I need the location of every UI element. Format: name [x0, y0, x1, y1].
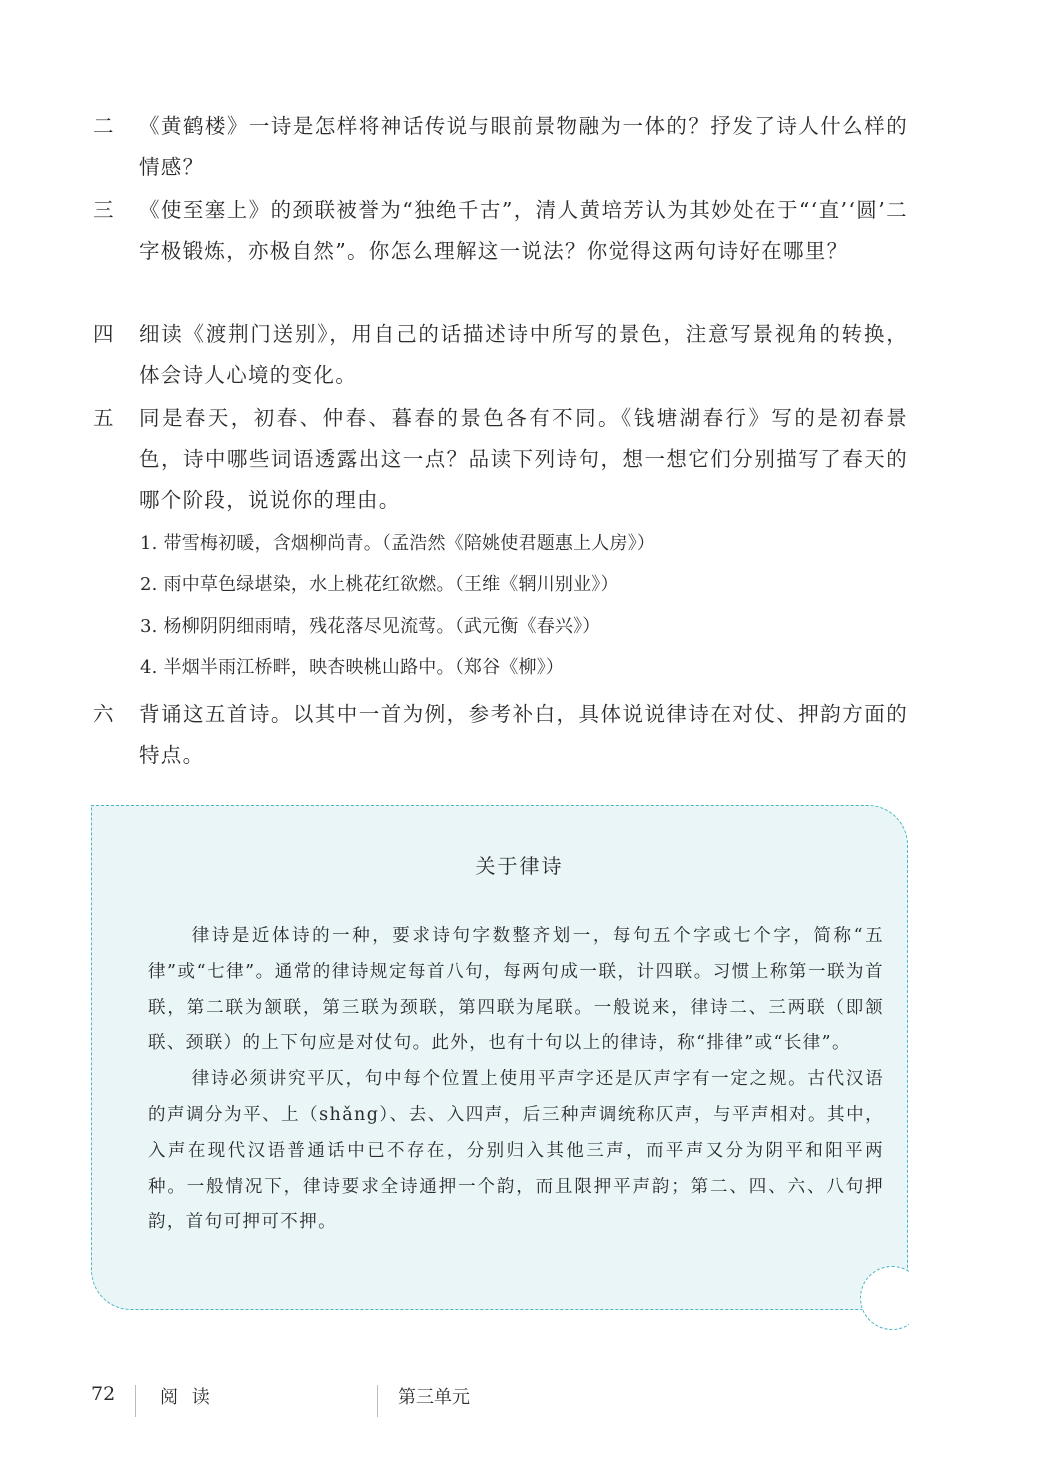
page-number: 72	[91, 1383, 116, 1405]
footer-divider	[135, 1385, 136, 1417]
poem-line-item: 2. 雨中草色绿堪染，水上桃花红欲燃。（王维《辋川别业》）	[140, 574, 619, 595]
sidebar-paragraph: 律诗是近体诗的一种，要求诗句字数整齐划一，每句五个字或七个字，简称“五律”或“七律”。通常的律诗规定每首八句，每两句成一联，计四联。习惯上称第一联为首联，第二联为颔联，第三联为颈联，第四联为尾联。一般说来，律诗二、三两联（即颔联、颈联）的上下句应是对仗句。此外，也有十句以上的律诗，称“排律”或“长律”。	[148, 926, 884, 1054]
sidebar-box-notch-mask	[909, 1250, 939, 1350]
question-2	[93, 106, 908, 188]
question-text: 细读《渡荆门送别》，用自己的话描述诗中所写的景色，注意写景视角的转换，体会诗人心境的变化。	[139, 322, 908, 387]
question-5	[93, 398, 908, 521]
question-text: 《黄鹤楼》一诗是怎样将神话传说与眼前景物融为一体的？抒发了诗人什么样的情感？	[139, 114, 908, 179]
question-text: 《使至塞上》的颈联被誉为“独绝千古”，清人黄培芳认为其妙处在于“‘直’‘圆’二字极锻炼，亦极自然”。你怎么理解这一说法？你觉得这两句诗好在哪里？	[139, 198, 908, 263]
question-number: 五	[93, 406, 115, 430]
question-number: 二	[93, 114, 115, 138]
sidebar-body	[148, 919, 884, 1241]
question-number: 六	[93, 702, 115, 726]
question-number: 四	[93, 322, 115, 346]
poem-line-item: 1. 带雪梅初暖，含烟柳尚青。（孟浩然《陪姚使君题惠上人房》）	[140, 533, 656, 554]
question-text: 同是春天，初春、仲春、暮春的景色各有不同。《钱塘湖春行》写的是初春景色，诗中哪些词语透露出这一点？品读下列诗句，想一想它们分别描写了春天的哪个阶段，说说你的理由。	[139, 406, 908, 512]
footer-section: 阅 读	[160, 1387, 214, 1408]
poem-line-item: 4. 半烟半雨江桥畔，映杏映桃山路中。（郑谷《柳》）	[140, 657, 565, 678]
sidebar-paragraph: 律诗必须讲究平仄，句中每个位置上使用平声字还是仄声字有一定之规。古代汉语的声调分为平、上（shǎng）、去、入四声，后三种声调统称仄声，与平声相对。其中，入声在现代汉语普通话中已不存在，分别归入其他三声，而平声又分为阴平和阳平两种。一般情况下，律诗要求全诗通押一个韵，而且限押平声韵；第二、四、六、八句押韵，首句可押可不押。	[148, 1069, 884, 1233]
sidebar-title: 关于律诗	[475, 854, 564, 878]
question-6	[93, 694, 908, 776]
question-number: 三	[93, 198, 115, 222]
question-3	[93, 190, 908, 272]
question-4	[93, 314, 908, 396]
poem-line-item: 3. 杨柳阴阴细雨晴，残花落尽见流莺。（武元衡《春兴》）	[140, 616, 601, 637]
footer-divider	[377, 1385, 378, 1417]
question-text: 背诵这五首诗。以其中一首为例，参考补白，具体说说律诗在对仗、押韵方面的特点。	[139, 702, 908, 767]
footer-unit: 第三单元	[398, 1387, 470, 1408]
